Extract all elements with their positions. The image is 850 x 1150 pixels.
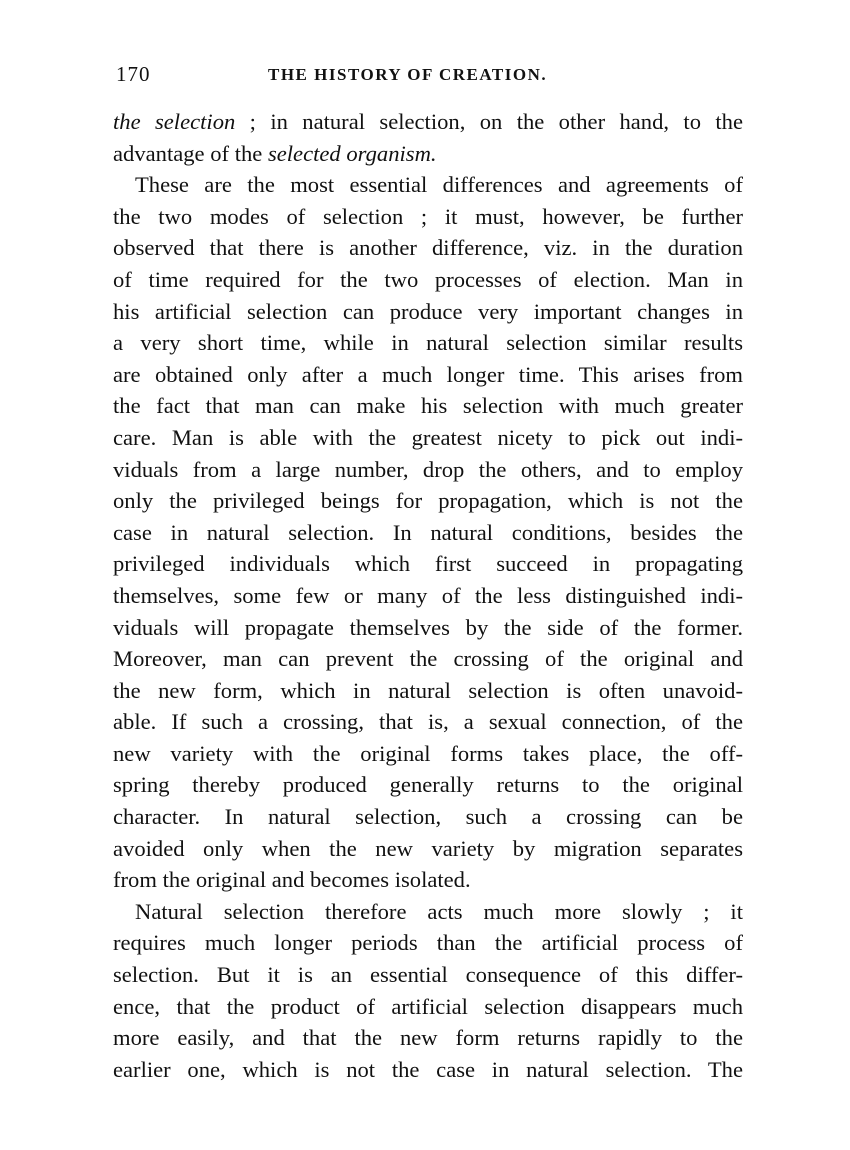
text-line: privileged individuals which first succeed in propagating — [113, 551, 743, 577]
text-line: the new form, which in natural selection is often unavoid- — [113, 677, 743, 703]
italic-text: selected organism. — [267, 140, 437, 166]
text-line: earlier one, which is not the case in natural selection. The — [113, 1056, 743, 1082]
text-line: his artificial selection can produce very important changes in — [113, 298, 743, 324]
running-head: THE HISTORY OF CREATION. — [268, 65, 548, 84]
italic-text: the selection — [113, 109, 236, 134]
text-line: are obtained only after a much longer time. This arises from — [113, 361, 743, 387]
book-page — [113, 56, 743, 1085]
text-line: of time required for the two processes of election. Man in — [113, 266, 743, 292]
text-line: Natural selection therefore acts much more slowly ; it — [135, 898, 743, 924]
text-line: care. Man is able with the greatest nicety to pick out indi- — [113, 424, 743, 450]
text-line: viduals from a large number, drop the others, and to employ — [113, 456, 743, 482]
text-line: able. If such a crossing, that is, a sexual connection, of the — [113, 709, 743, 735]
body-text — [113, 106, 743, 1085]
text-line: more easily, and that the new form returns rapidly to the — [113, 1025, 743, 1051]
text-line: a very short time, while in natural selection similar results — [113, 330, 743, 356]
text-line: avoided only when the new variety by migration separates — [113, 835, 743, 861]
text-line: viduals will propagate themselves by the side of the former. — [113, 614, 743, 640]
text-line: the two modes of selection ; it must, however, be further — [113, 203, 743, 229]
text-line: the fact that man can make his selection with much greater — [113, 393, 743, 419]
text-line: new variety with the original forms takes place, the off- — [113, 740, 743, 766]
text-line: themselves, some few or many of the less distinguished indi- — [113, 582, 743, 608]
text-line: spring thereby produced generally returns to the original — [113, 772, 743, 798]
text-line: requires much longer periods than the artificial process of — [113, 930, 743, 956]
text-line: case in natural selection. In natural conditions, besides the — [113, 519, 743, 545]
text-line: advantage of the selected organism. — [113, 140, 437, 166]
text-line: only the privileged beings for propagation, which is not the — [113, 488, 743, 514]
page-number: 170 — [116, 62, 151, 86]
text-line: selection. But it is an essential consequence of this differ- — [113, 962, 743, 988]
text-line: ence, that the product of artificial selection disappears much — [113, 993, 743, 1019]
text-line: from the original and becomes isolated. — [113, 867, 471, 893]
page-header — [113, 56, 743, 96]
text-line: the selection ; in natural selection, on the other hand, to the — [113, 109, 743, 134]
text-line: These are the most essential differences and agreements of — [135, 172, 743, 198]
text-line: observed that there is another difference, viz. in the duration — [113, 235, 743, 261]
text-line: character. In natural selection, such a crossing can be — [113, 804, 743, 830]
text-line: Moreover, man can prevent the crossing of the original and — [113, 646, 743, 672]
